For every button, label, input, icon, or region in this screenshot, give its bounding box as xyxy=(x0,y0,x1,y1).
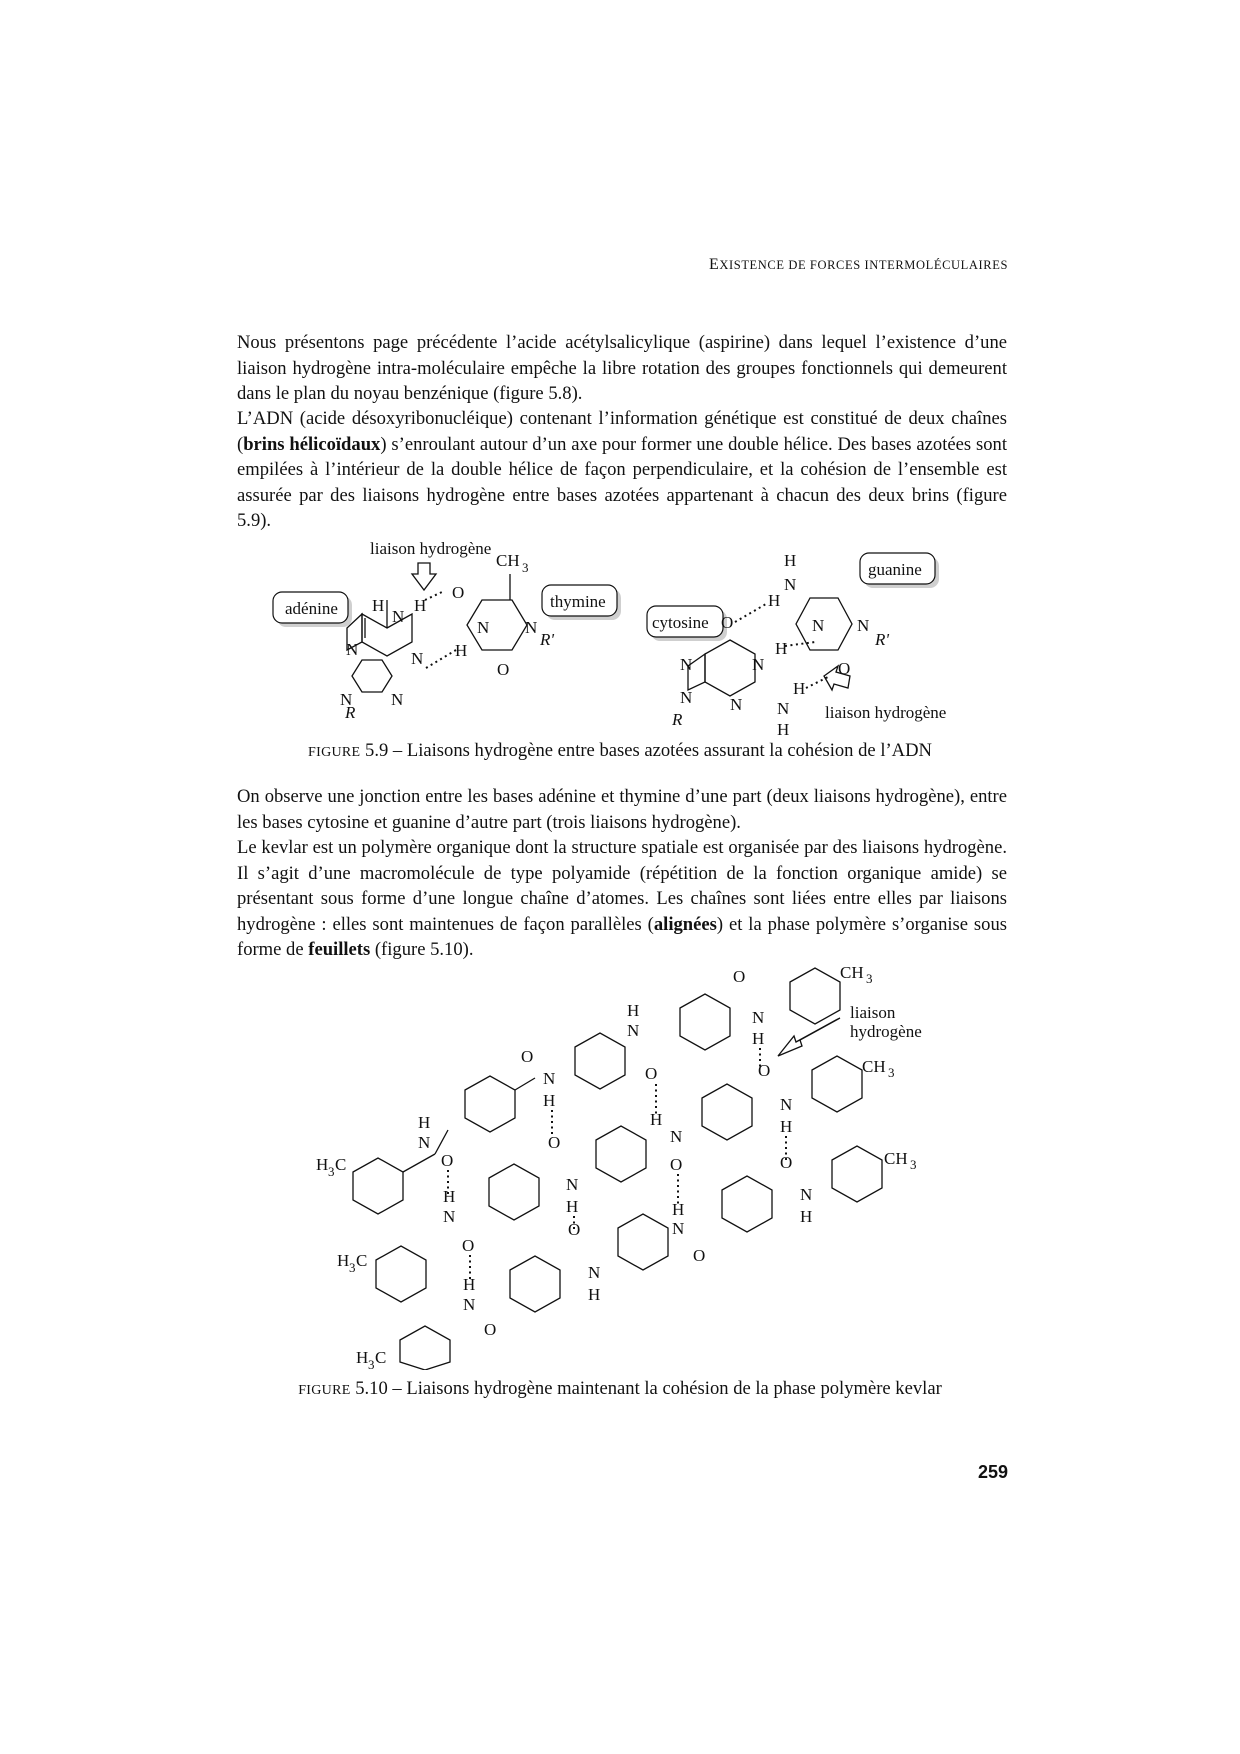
svg-text:CH: CH xyxy=(496,551,520,570)
svg-text:H: H xyxy=(793,679,806,698)
svg-text:N: N xyxy=(463,1295,476,1314)
svg-text:H: H xyxy=(800,1207,813,1226)
kevlar-hbond-label-1: liaison xyxy=(850,1003,896,1022)
svg-text:O: O xyxy=(645,1064,658,1083)
svg-text:R': R' xyxy=(540,630,555,649)
svg-text:C: C xyxy=(356,1251,368,1270)
svg-text:H: H xyxy=(784,551,797,570)
svg-text:O: O xyxy=(721,613,734,632)
svg-text:N: N xyxy=(812,616,825,635)
svg-text:N: N xyxy=(627,1021,640,1040)
paragraph-aspirin: Nous présentons page précédente l’acide acétylsalicylique (aspirine) dans lequel l’existence d’une liaison hydrogène intra-moléculaire empêche la libre rotation des groupes fonctionnels qui demeurent dans le plan du noyau benzénique (figure 5.8). xyxy=(237,332,1007,405)
paragraph-jonction: On observe une jonction entre les bases adénine et thymine d’une part (deux liaisons hydrogène), entre les bases cytosine et guanine d’autre part (trois liaisons hydrogène). xyxy=(237,786,1007,833)
svg-text:H: H xyxy=(672,1200,685,1219)
svg-text:N: N xyxy=(543,1069,556,1088)
svg-text:H: H xyxy=(418,1113,431,1132)
svg-text:N: N xyxy=(588,1263,601,1282)
kevlar-hbond-arrow xyxy=(778,1018,840,1056)
figure-5-10-diagram xyxy=(310,960,960,1370)
bold-alignees: alignées xyxy=(653,913,717,935)
svg-text:O: O xyxy=(484,1320,497,1339)
svg-text:H: H xyxy=(777,720,790,736)
svg-text:N: N xyxy=(525,618,538,637)
paragraph-kevlar: Le kevlar est un polymère organique dont la structure spatiale est organisée par des liaisons hydrogène. Il s’agit d’une macromolécule de type polyamide (répétition de la fonction organique amide) se présentant sous forme d’une longue chaîne d’atomes. Les chaînes sont liées entre elles par liaisons hydrogène : elles sont maintenues de façon parallèles (alignées) et la phase polymère s’organise sous forme de feuillets (figure 5.10). xyxy=(237,837,1007,961)
svg-text:C: C xyxy=(335,1155,347,1174)
svg-text:3: 3 xyxy=(888,1065,895,1080)
svg-text:H: H xyxy=(463,1275,476,1294)
svg-text:H: H xyxy=(566,1197,579,1216)
svg-text:N: N xyxy=(672,1219,685,1238)
svg-text:N: N xyxy=(443,1207,456,1226)
bold-feuillets: feuillets xyxy=(308,939,371,961)
h3c-1: H xyxy=(316,1155,329,1174)
hbond-label-right: liaison hydrogène xyxy=(825,703,947,722)
cytosine-label: cytosine xyxy=(652,613,709,632)
svg-text:H: H xyxy=(775,639,788,658)
running-head: EXISTENCE DE FORCES INTERMOLÉCULAIRES xyxy=(709,256,1008,273)
svg-text:3: 3 xyxy=(349,1260,356,1275)
svg-text:H: H xyxy=(752,1029,765,1048)
svg-text:N: N xyxy=(411,649,424,668)
thymine-molecule xyxy=(452,551,554,679)
svg-text:N: N xyxy=(730,695,743,714)
bold-brins: brins hélicoïdaux xyxy=(243,433,381,455)
svg-text:N: N xyxy=(680,688,693,707)
svg-text:H: H xyxy=(414,596,427,615)
svg-text:O: O xyxy=(838,659,851,678)
svg-text:O: O xyxy=(497,660,510,679)
svg-text:N: N xyxy=(780,1095,793,1114)
svg-text:3: 3 xyxy=(866,971,873,986)
svg-text:3: 3 xyxy=(328,1164,335,1179)
kevlar-hbond-label-2: hydrogène xyxy=(850,1022,922,1041)
svg-text:R': R' xyxy=(875,630,890,649)
svg-text:CH: CH xyxy=(840,963,864,982)
svg-text:O: O xyxy=(758,1061,771,1080)
svg-text:H: H xyxy=(372,596,385,615)
svg-text:H: H xyxy=(543,1091,556,1110)
svg-text:O: O xyxy=(670,1155,683,1174)
svg-text:N: N xyxy=(391,690,404,709)
svg-text:N: N xyxy=(680,655,693,674)
svg-text:H: H xyxy=(443,1187,456,1206)
svg-text:N: N xyxy=(418,1133,431,1152)
svg-text:N: N xyxy=(784,575,797,594)
svg-text:O: O xyxy=(441,1151,454,1170)
svg-text:N: N xyxy=(340,690,353,709)
svg-text:N: N xyxy=(477,618,490,637)
kevlar-chain-3 xyxy=(400,1146,917,1370)
svg-text:CH: CH xyxy=(862,1057,886,1076)
svg-text:O: O xyxy=(548,1133,561,1152)
svg-text:H: H xyxy=(780,1117,793,1136)
kevlar-chain-1 xyxy=(353,963,873,1214)
svg-text:C: C xyxy=(375,1348,387,1367)
svg-text:N: N xyxy=(777,699,790,718)
svg-text:O: O xyxy=(452,583,465,602)
figure-5-9-diagram xyxy=(270,536,990,736)
svg-text:H: H xyxy=(768,591,781,610)
svg-text:O: O xyxy=(462,1236,475,1255)
page-number: 259 xyxy=(977,1462,1008,1482)
svg-text:H: H xyxy=(588,1285,601,1304)
svg-text:H: H xyxy=(627,1001,640,1020)
h3c-2: H xyxy=(337,1251,350,1270)
svg-text:O: O xyxy=(780,1153,793,1172)
svg-text:3: 3 xyxy=(522,560,529,575)
thymine-label: thymine xyxy=(550,592,606,611)
svg-text:N: N xyxy=(857,616,870,635)
svg-text:H: H xyxy=(650,1110,663,1129)
svg-text:N: N xyxy=(670,1127,683,1146)
svg-text:N: N xyxy=(800,1185,813,1204)
adenine-label: adénine xyxy=(285,599,338,618)
adenine-molecule xyxy=(340,596,426,722)
guanine-label: guanine xyxy=(868,560,922,579)
svg-text:N: N xyxy=(346,640,359,659)
paragraph-adn: L’ADN (acide désoxyribonucléique) contenant l’information génétique est constitué de deux chaînes (brins hélicoïdaux) s’enroulant autour d’un axe pour former une double hélice. Des bases azotées sont empilées à l’intérieur de la double hélice de façon perpendiculaire, et la cohésion de l’ensemble est assurée par des liaisons hydrogène entre bases azotées appartenant à chacun des deux brins (figure 5.9). xyxy=(237,408,1007,532)
svg-text:R: R xyxy=(345,703,356,722)
hbond-label-left: liaison hydrogène xyxy=(370,539,492,558)
svg-text:O: O xyxy=(733,967,746,986)
svg-text:N: N xyxy=(566,1175,579,1194)
svg-text:N: N xyxy=(392,607,405,626)
hbond-arrow-left xyxy=(412,563,436,590)
svg-text:R: R xyxy=(672,710,683,729)
svg-text:H: H xyxy=(455,641,468,660)
svg-text:3: 3 xyxy=(910,1157,917,1172)
svg-text:N: N xyxy=(752,1008,765,1027)
svg-text:O: O xyxy=(693,1246,706,1265)
figure-5-10-caption: FIGURE 5.10 – Liaisons hydrogène maintenant la cohésion de la phase polymère kevlar xyxy=(298,1378,942,1399)
svg-text:O: O xyxy=(568,1220,581,1239)
figure-5-9-caption: FIGURE 5.9 – Liaisons hydrogène entre bases azotées assurant la cohésion de l’ADN xyxy=(308,740,932,761)
h3c-3: H xyxy=(356,1348,369,1367)
svg-text:O: O xyxy=(521,1047,534,1066)
svg-text:CH: CH xyxy=(884,1149,908,1168)
svg-text:N: N xyxy=(752,655,765,674)
svg-text:3: 3 xyxy=(368,1357,375,1370)
